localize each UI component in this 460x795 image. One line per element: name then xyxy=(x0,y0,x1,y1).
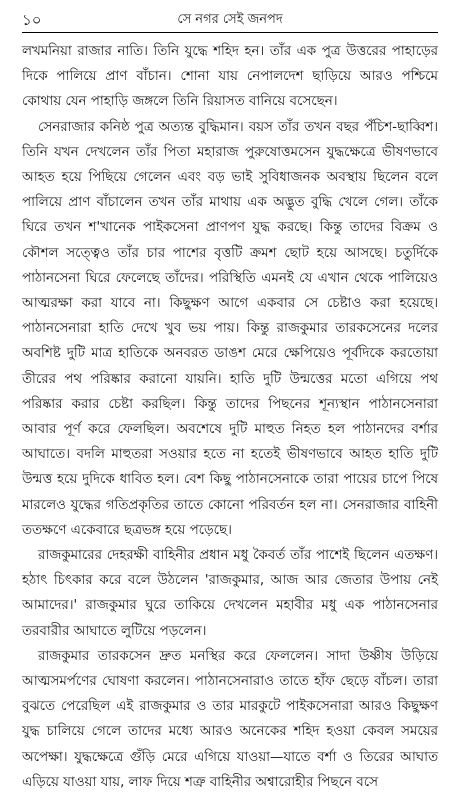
paragraph: সেনরাজার কনিষ্ঠ পুত্র অত্যন্ত বুদ্ধিমান। বয়স তাঁর তখন বছর পঁচিশ-ছাব্বিশ। তিনি যখন দেখলেন তাঁর পিতা মহারাজ পুরুষোত্তমসেন যুদ্ধক্ষেত্রে ভীষণভাবে আহত হয়ে পিছিয়ে গেলেন এবং বড় ভাই সুবিধাজনক অবস্থায় ছিলেন বলে পালিয়ে প্রাণ বাঁচালেন তখন তাঁর মাথায় এক অদ্ভুত বুদ্ধি খেলে গেল। তাঁকে ঘিরে তখন শ'খানেক পাইকসেনা প্রাণপণ যুদ্ধ করছে। কিন্তু তাদের বিক্রম ও কৌশল সত্ত্বেও তাঁর চার পাশের বৃত্তটি ক্রমশ ছোট হয়ে আসছে। চতুর্দিকে পাঠানসেনা ঘিরে ফেলেছে তাঁদের। পরিস্থিতি এমনই যে এখান থেকে পালিয়েও আত্মরক্ষা করা যাবে না। কিছুক্ষণ আগে একবার সে চেষ্টাও করা হয়েছে। পাঠানসেনারা হাতি দেখে খুব ভয় পায়। কিন্তু রাজকুমার তারকসেনের দলের অবশিষ্ট দুটি মাত্র হাতিকে অনবরত ডাঙশ মেরে ক্ষেপিয়েও পূর্বদিকে করতোয়া তীরের পথ পরিষ্কার করানো যায়নি। হাতি দুটি উন্মত্তের মতো এগিয়ে পথ পরিষ্কার করার চেষ্টা করছিল। কিন্তু তাদের পিছনের শূন্যস্থান পাঠানসেনারা আবার পূর্ণ করে ফেলছিল। অবশেষে দুটি মাহুত নিহত হল পাঠানদের বর্শার আঘাতে। বদলি মাহুতরা সওয়ার হতে না হতেই ভীষণভাবে আহত হাতি দুটি উন্মত্ত হয়ে দুদিকে ধাবিত হল। বেশ কিছু পাঠানসেনাকে তারা পায়ের চাপে পিষে মারলেও যুদ্ধের গতিপ্রকৃতির তাতে কোনো পরিবর্তন হল না। সেনরাজার বাহিনী ততক্ষণে একেবারে ছত্রভঙ্গ হয়ে পড়েছে। xyxy=(22,119,438,538)
paragraph: লখমনিয়া রাজার নাতি। তিনি যুদ্ধে শহিদ হন। তাঁর এক পুত্র উত্তরের পাহাড়ের দিকে পালিয়ে প্রাণ বাঁচান। শোনা যায় নেপালদেশ ছাড়িয়ে আরও পশ্চিমে কোথায় যেন পাহাড়ি জঙ্গলে তিনি রিয়াসত বানিয়ে বসেছেন। xyxy=(22,44,438,110)
page-number: ১০ xyxy=(22,11,42,29)
paragraph: রাজকুমার তারকসেন দ্রুত মনস্থির করে ফেললেন। সাদা উষ্ণীষ উড়িয়ে আত্মসমর্পণের ঘোষণা করলেন। পাঠানসেনারাও তাতে হাঁফ ছেড়ে বাঁচল। তারা বুঝতে পেরেছিল এই রাজকুমার ও তার মারকুটে পাইকসেনারা আরও কিছুক্ষণ যুদ্ধ চালিয়ে গেলে তাদের মধ্যে আরও অনেকের শহিদ হওয়া কেবল সময়ের অপেক্ষা। যুদ্ধক্ষেত্রে গুঁড়ি মেরে এগিয়ে যাওয়া—যাতে বর্শা ও তিরের আঘাত এড়িয়ে যাওয়া যায়, লাফ দিয়ে শত্রু বাহিনীর অশ্বারোহীর পিছনে বসে xyxy=(22,648,438,790)
paragraph: রাজকুমারের দেহরক্ষী বাহিনীর প্রধান মধু কৈবর্ত তাঁর পাশেই ছিলেন এতক্ষণ। হঠাৎ চিৎকার করে বলে উঠলেন 'রাজকুমার, আজ আর জেতার উপায় নেই আমাদের।' রাজকুমার ঘুরে তাকিয়ে দেখলেন মহাবীর মধু এক পাঠানসেনার তরবারীর আঘাতে লুটিয়ে পড়লেন। xyxy=(22,548,438,639)
book-title: সে নগর সেই জনপদ xyxy=(177,12,283,27)
running-header xyxy=(22,10,438,33)
body-text xyxy=(22,39,438,795)
